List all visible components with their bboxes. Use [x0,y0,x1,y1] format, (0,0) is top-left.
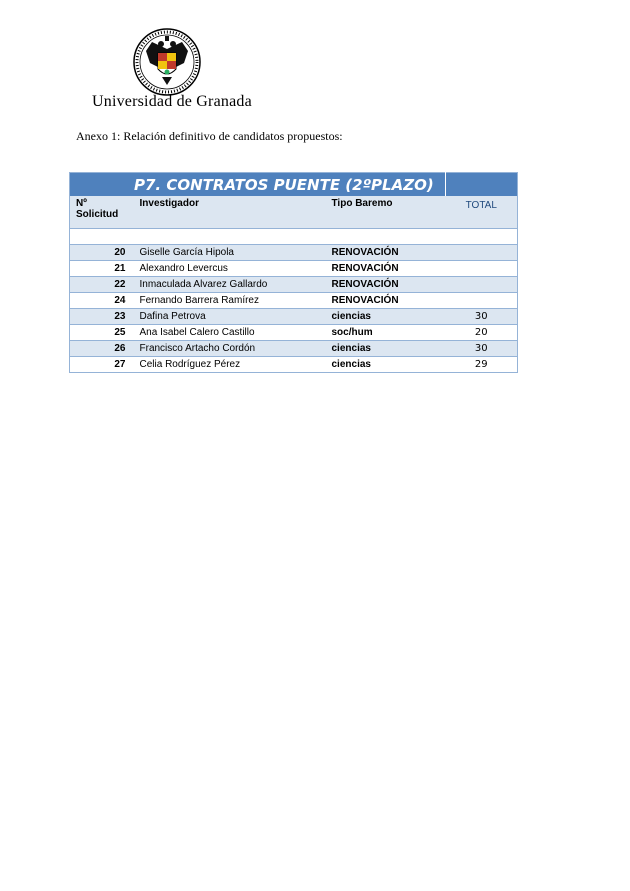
cell-total: 20 [446,325,518,341]
table-row [70,245,518,261]
cell-type: ciencias [328,357,446,373]
column-header-researcher: Investigador [136,196,328,229]
cell-total: 30 [446,309,518,325]
table-row [70,341,518,357]
cell-researcher: Fernando Barrera Ramírez [136,293,328,309]
table-spacer-row [70,229,518,245]
table-row [70,277,518,293]
column-header-type: Tipo Baremo [328,196,446,229]
cell-researcher: Ana Isabel Calero Castillo [136,325,328,341]
table-title-row [70,173,518,197]
cell-num: 20 [70,245,136,261]
cell-type: RENOVACIÓN [328,245,446,261]
table-row [70,357,518,373]
cell-researcher: Celia Rodríguez Pérez [136,357,328,373]
table-row [70,325,518,341]
cell-total [446,277,518,293]
cell-num: 24 [70,293,136,309]
table-title-end [446,173,518,197]
table-row [70,261,518,277]
cell-num: 26 [70,341,136,357]
cell-num: 25 [70,325,136,341]
annex-text: Anexo 1: Relación definitivo de candidatos propuestos: [76,129,343,143]
column-header-num [70,196,136,229]
table-header-row [70,196,518,229]
cell-researcher: Inmaculada Alvarez Gallardo [136,277,328,293]
cell-researcher: Dafina Petrova [136,309,328,325]
cell-total [446,293,518,309]
column-header-total: TOTAL [446,196,518,229]
column-header-num-line2: Solicitud [76,209,119,220]
cell-num: 23 [70,309,136,325]
university-name: Universidad de Granada [92,93,252,110]
cell-total: 29 [446,357,518,373]
column-header-num-line1: Nº [76,198,87,209]
cell-type: RENOVACIÓN [328,261,446,277]
university-seal-logo [132,27,202,97]
cell-type: soc/hum [328,325,446,341]
cell-type: RENOVACIÓN [328,277,446,293]
cell-type: ciencias [328,341,446,357]
cell-researcher: Alexandro Levercus [136,261,328,277]
table-row [70,309,518,325]
cell-num: 21 [70,261,136,277]
cell-num: 22 [70,277,136,293]
cell-type: RENOVACIÓN [328,293,446,309]
cell-total: 30 [446,341,518,357]
cell-type: ciencias [328,309,446,325]
cell-total [446,261,518,277]
table-title: P7. CONTRATOS PUENTE (2ºPLAZO) [70,173,446,197]
cell-total [446,245,518,261]
table-row [70,293,518,309]
cell-researcher: Francisco Artacho Cordón [136,341,328,357]
cell-num: 27 [70,357,136,373]
cell-researcher: Giselle García Hipola [136,245,328,261]
candidates-table [69,172,518,373]
